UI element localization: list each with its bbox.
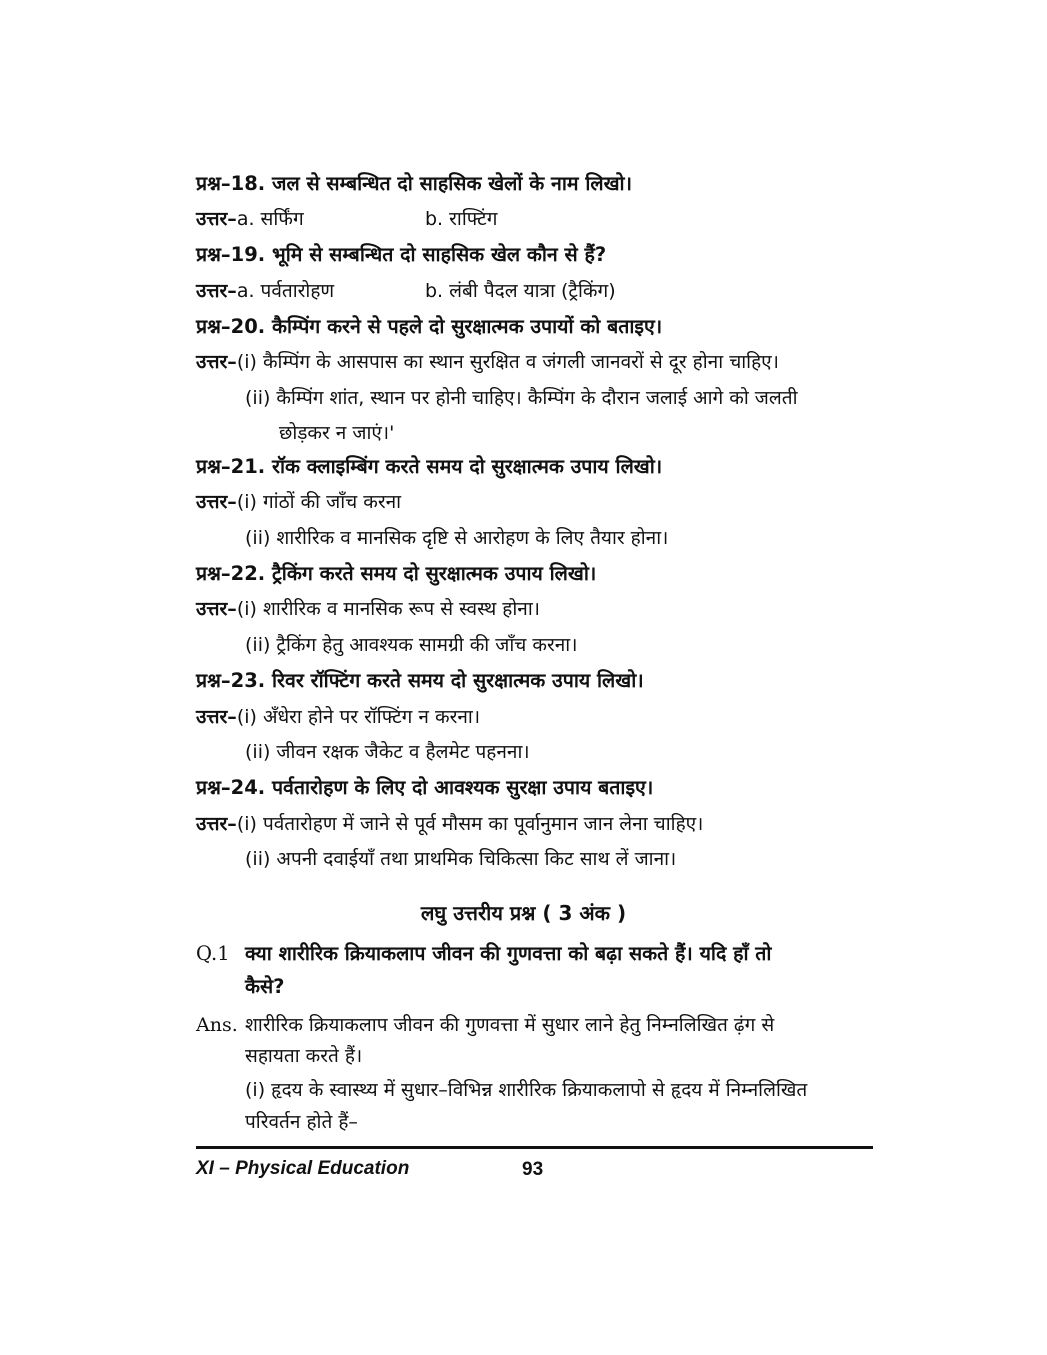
answer-label: उत्तर– — [196, 280, 237, 302]
footer-page-number: 93 — [522, 1159, 544, 1180]
question-19 — [196, 243, 606, 267]
answer-point-ii: (ii) कैम्पिंग शांत, स्थान पर होनी चाहिए। कैम्पिंग के दौरान जलाई आगे को जलती — [245, 387, 798, 409]
answer-1 — [196, 1013, 775, 1037]
question-24 — [196, 776, 653, 800]
answer-23-ii — [245, 740, 530, 764]
answer-24-i — [196, 812, 703, 836]
answer-option-a: a. सर्फिंग — [236, 208, 304, 230]
answer-point-i: (i) गांठों की जाँच करना — [236, 491, 402, 513]
question-text: पर्वतारोहण के लिए दो आवश्यक सुरक्षा उपाय बताइए। — [271, 776, 654, 799]
question-text-line-2: कैसे? — [245, 975, 285, 998]
short-question-1 — [196, 942, 772, 966]
answer-label: Ans. — [196, 1014, 238, 1036]
answer-label: उत्तर– — [196, 706, 237, 728]
question-label: Q.1 — [196, 942, 230, 965]
answer-point-i: (i) कैम्पिंग के आसपास का स्थान सुरक्षित व जंगली जानवरों से दूर होना चाहिए। — [236, 351, 779, 373]
answer-point-ii: (ii) शारीरिक व मानसिक दृष्टि से आरोहण के लिए तैयार होना। — [245, 527, 669, 549]
question-21 — [196, 455, 662, 479]
question-text-line-1: क्या शारीरिक क्रियाकलाप जीवन की गुणवत्ता को बढ़ा सकते हैं। यदि हाँ तो — [245, 942, 772, 965]
answer-20-ii-cont — [279, 421, 394, 445]
answer-label: उत्तर– — [196, 208, 237, 230]
answer-label: उत्तर– — [196, 491, 237, 513]
answer-point-i: (i) अँधेरा होने पर रॉफ्टिंग न करना। — [236, 706, 481, 728]
answer-22-ii — [245, 633, 577, 657]
answer-point-ii: (ii) जीवन रक्षक जैकेट व हैलमेट पहनना। — [245, 741, 530, 763]
answer-label: उत्तर– — [196, 351, 237, 373]
answer-24-ii — [245, 847, 676, 871]
question-22 — [196, 562, 596, 586]
answer-1-line-4 — [245, 1110, 358, 1134]
footer-rule — [196, 1146, 873, 1149]
answer-label: उत्तर– — [196, 813, 237, 835]
answer-21-i — [196, 490, 401, 514]
answer-23-i — [196, 705, 480, 729]
answer-text-line-4: परिवर्तन होते हैं– — [245, 1111, 358, 1133]
answer-20-i — [196, 350, 779, 374]
section-title: लघु उत्तरीय प्रश्न ( 3 अंक ) — [420, 901, 627, 925]
answer-option-b: b. लंबी पैदल यात्रा (ट्रैकिंग) — [425, 280, 616, 302]
question-23 — [196, 669, 644, 693]
answer-option-a: a. पर्वतारोहण — [236, 280, 335, 302]
question-text: भूमि से सम्बन्धित दो साहसिक खेल कौन से हैं? — [271, 243, 607, 266]
answer-text-line-3: (i) हृदय के स्वास्थ्य में सुधार–विभिन्न शारीरिक क्रियाकलापो से हृदय में निम्नलिखित — [245, 1079, 808, 1101]
answer-21-ii — [245, 526, 668, 550]
question-text: रॉक क्लाइम्बिंग करते समय दो सुरक्षात्मक उपाय लिखो। — [271, 455, 663, 478]
answer-option-b: b. राफ्टिंग — [425, 208, 498, 230]
answer-19 — [196, 279, 616, 303]
answer-point-i: (i) पर्वतारोहण में जाने से पूर्व मौसम का पूर्वानुमान जान लेना चाहिए। — [236, 813, 704, 835]
short-question-1-cont — [245, 975, 284, 999]
question-18 — [196, 172, 632, 196]
answer-point-ii: (ii) अपनी दवाईयाँ तथा प्राथमिक चिकित्सा किट साथ लें जाना। — [245, 848, 677, 870]
question-label: प्रश्न–23. — [196, 669, 266, 692]
question-text: ट्रैकिंग करते समय दो सुरक्षात्मक उपाय लिखो। — [271, 562, 597, 585]
answer-text-line-1: शारीरिक क्रियाकलाप जीवन की गुणवत्ता में सुधार लाने हेतु निम्नलिखित ढ़ंग से — [245, 1014, 775, 1036]
question-label: प्रश्न–20. — [196, 315, 266, 338]
answer-point-ii: (ii) ट्रैकिंग हेतु आवश्यक सामग्री की जाँच करना। — [245, 634, 578, 656]
answer-point-ii-continued: छोड़कर न जाएं।' — [279, 422, 395, 444]
question-text: जल से सम्बन्धित दो साहसिक खेलों के नाम लिखो। — [271, 172, 632, 195]
answer-1-line-3 — [245, 1078, 807, 1102]
answer-label: उत्तर– — [196, 598, 237, 620]
answer-text-line-2: सहायता करते हैं। — [245, 1045, 363, 1067]
question-label: प्रश्न–22. — [196, 562, 266, 585]
question-20 — [196, 315, 662, 339]
answer-point-i: (i) शारीरिक व मानसिक रूप से स्वस्थ होना। — [236, 598, 540, 620]
question-label: प्रश्न–18. — [196, 172, 266, 195]
answer-22-i — [196, 597, 540, 621]
question-label: प्रश्न–19. — [196, 243, 266, 266]
answer-1-line-2 — [245, 1044, 362, 1068]
answer-20-ii — [245, 386, 798, 410]
question-label: प्रश्न–24. — [196, 776, 266, 799]
question-text: रिवर रॉफ्टिंग करते समय दो सुरक्षात्मक उपाय लिखो। — [271, 669, 644, 692]
question-text: कैम्पिंग करने से पहले दो सुरक्षात्मक उपायों को बताइए। — [271, 315, 663, 338]
question-label: प्रश्न–21. — [196, 455, 266, 478]
footer-book-title: XI – Physical Education — [196, 1158, 410, 1179]
answer-18 — [196, 207, 498, 231]
